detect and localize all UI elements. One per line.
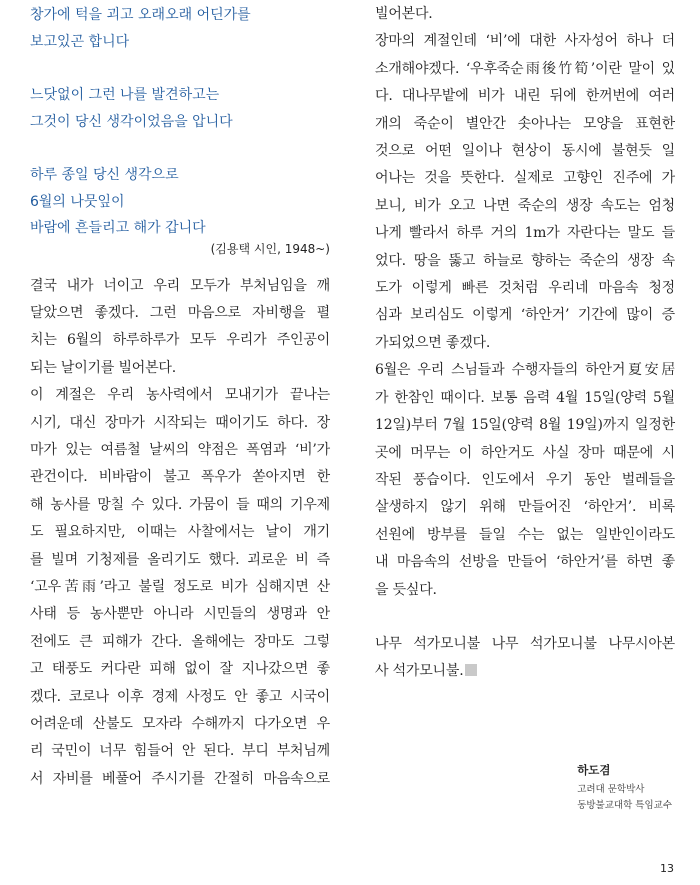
- text-line: 전에도 큰 피해가 간다. 올해에는 장마도 그렇: [30, 633, 330, 650]
- text-line: 고 태풍도 커다란 피해 없이 잘 지나갔으면 좋: [30, 661, 330, 678]
- text-line: 장마의 계절인데 ‘비’에 대한 사자성어 하나 더: [375, 33, 675, 50]
- poem-line: 창가에 턱을 괴고 오래오래 어딘가를: [30, 7, 251, 23]
- text-line: 소개해야겠다. ‘우후죽순雨後竹筍’이란 말이 있: [375, 60, 675, 77]
- text-line: 작된 풍습이다. 인도에서 우기 동안 벌레들을: [375, 471, 675, 488]
- text-line: 어려운데 산불도 모자라 수해까지 다가오면 우: [30, 716, 330, 732]
- poem-line: 하루 종일 당신 생각으로: [30, 167, 179, 183]
- poem-stanza: [30, 2, 330, 55]
- poem-line: 6월의 나뭇잎이: [30, 193, 125, 210]
- text-line: 12일)부터 7월 15일(양력 8월 19일)까지 일정한: [375, 417, 675, 434]
- text-line: 가되었으면 좋겠다.: [375, 334, 491, 351]
- text-line: 달았으면 좋겠다. 그런 마음으로 자비행을 펼: [30, 304, 330, 321]
- text-line: 도가 이렇게 빠른 것처럼 우리네 마음속 청정: [375, 280, 675, 297]
- poem-line: 느닷없이 그런 나를 발견하고는: [30, 87, 220, 103]
- page-number: 13: [660, 862, 674, 875]
- poem-line: 보고있곤 합니다: [30, 33, 130, 50]
- text-line: 을 듯싶다.: [375, 581, 437, 598]
- author-name: 하도겸: [577, 763, 611, 777]
- author-credential: 고려대 문학박사: [577, 784, 645, 795]
- left-column: [30, 0, 330, 793]
- text-line: 도 필요하지만, 이때는 사찰에서는 날이 개기: [30, 524, 330, 541]
- text-line: 겠다. 코로나 이후 경제 사정도 안 좋고 시국이: [30, 688, 330, 705]
- text-line: ‘고우苦雨’라고 불릴 정도로 비가 심해지면 산: [30, 578, 330, 595]
- text-line: 보니, 비가 오고 나면 죽순의 생장 속도는 엄청: [375, 197, 675, 214]
- poem-stanza: [30, 82, 330, 135]
- text-line-content: 사 석가모니불.: [375, 663, 464, 680]
- author-block: [577, 762, 672, 814]
- text-line: 를 빌며 기청제를 올리기도 했다. 괴로운 비 즉: [30, 551, 330, 568]
- poem-line: 그것이 당신 생각이었음을 압니다: [30, 113, 233, 130]
- author-position: 동방불교대학 특임교수: [577, 800, 672, 811]
- text-line: 나게 빨라서 하루 거의 1m가 자란다는 말도 들: [375, 225, 675, 242]
- poem-citation: (김용택 시인, 1948~): [210, 241, 330, 256]
- text-line: 심과 보리심도 이렇게 ‘하안거’ 기간에 많이 증: [375, 307, 675, 324]
- poem-stanza: [30, 162, 330, 242]
- text-line: 나무 석가모니불 나무 석가모니불 나무시아본: [375, 635, 675, 652]
- text-line: 결국 내가 너이고 우리 모두가 부처님임을 깨: [30, 277, 330, 294]
- text-line: 관건이다. 비바람이 불고 폭우가 쏟아지면 한: [30, 469, 330, 486]
- text-line: 사태 등 농사뿐만 아니라 시민들의 생명과 안: [30, 606, 330, 623]
- text-line: 리 국민이 너무 힘들어 안 된다. 부디 부처님께: [30, 743, 330, 760]
- text-line: 되는 날이기를 빌어본다.: [30, 359, 176, 376]
- text-line: 빌어본다.: [375, 6, 433, 22]
- right-column: [375, 0, 675, 686]
- text-line: 이 계절은 우리 농사력에서 모내기가 끝나는: [30, 387, 330, 404]
- text-line: [375, 658, 675, 685]
- text-line: 시기, 대신 장마가 시작되는 때이기도 하다. 장: [30, 414, 330, 431]
- text-line: 살생하지 않기 위해 만들어진 ‘하안거’. 비록: [375, 499, 675, 516]
- text-line: 었다. 땅을 뚫고 하늘로 향하는 죽순의 생장 속: [375, 252, 675, 269]
- text-line: 곳에 머무는 이 하안거도 사실 장마 때문에 시: [375, 444, 675, 461]
- text-line: 내 마음속의 선방을 만들어 ‘하안거’를 하면 좋: [375, 554, 675, 571]
- text-line: 것으로 어떤 일이나 현상이 동시에 불현듯 일: [375, 143, 675, 160]
- text-line: 다. 대나무밭에 비가 내린 뒤에 한꺼번에 여러: [375, 88, 675, 105]
- right-body-text: [375, 1, 675, 686]
- text-line: 가 한참인 때이다. 보통 음력 4월 15일(양력 5월: [375, 389, 675, 406]
- text-line: 마가 있는 여름철 날씨의 약점은 폭염과 ‘비’가: [30, 441, 330, 458]
- text-line: 서 자비를 베풀어 주시기를 간절히 마음속으로: [30, 770, 330, 787]
- text-line: 해 농사를 망칠 수 있다. 가뭄이 들 때의 기우제: [30, 496, 330, 513]
- text-line: 선원에 방부를 들일 수는 없는 일반인이라도: [375, 526, 675, 543]
- text-line: 6월은 우리 스님들과 수행자들의 하안거夏安居: [375, 362, 675, 379]
- end-mark-icon: [465, 664, 477, 676]
- poem-line: 바람에 흔들리고 해가 갑니다: [30, 220, 206, 236]
- text-line: 개의 죽순이 별안간 솟아나는 모양을 표현한: [375, 115, 675, 132]
- text-line: 치는 6월의 하루하루가 모두 우리가 주인공이: [30, 332, 330, 349]
- text-line: 어나는 것을 뜻한다. 실제로 고향인 진주에 가: [375, 170, 675, 187]
- poem: [30, 0, 330, 257]
- left-body-text: [30, 273, 330, 794]
